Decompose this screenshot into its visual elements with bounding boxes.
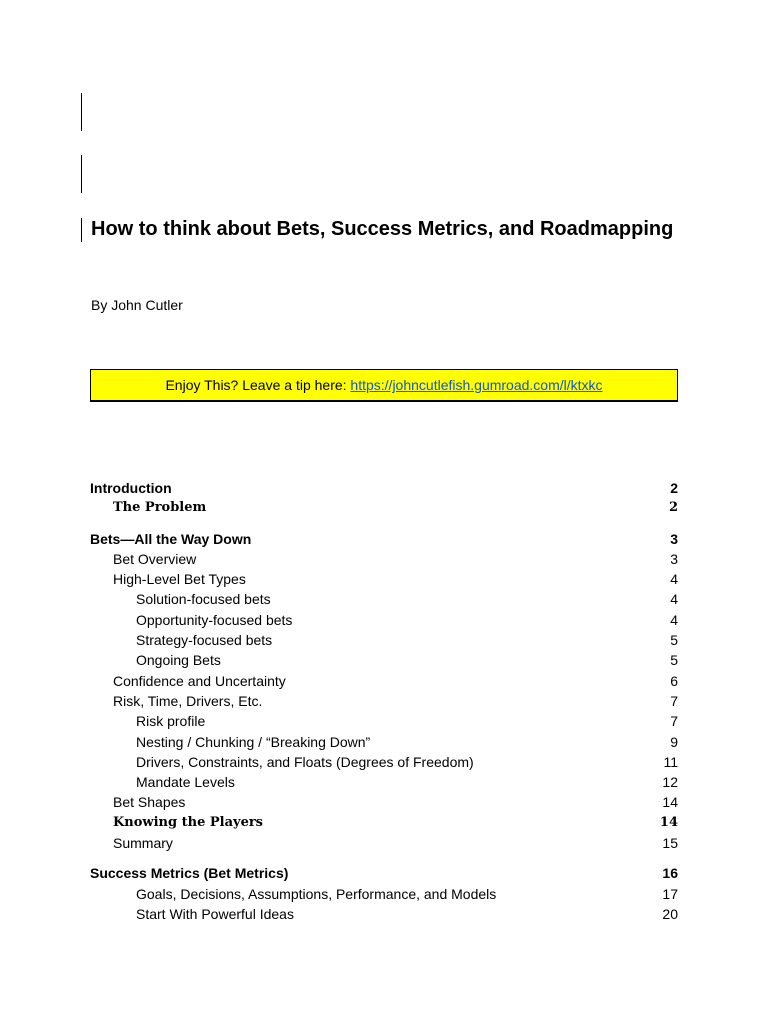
tip-banner [90, 369, 678, 402]
toc-entry-label: Nesting / Chunking / “Breaking Down” [136, 733, 371, 750]
toc-entry-page: 4 [670, 571, 678, 588]
toc-entry-confidence-and-uncertainty[interactable] [90, 671, 678, 691]
toc-entry-label: Strategy-focused bets [136, 632, 273, 649]
toc-entry-label: Success Metrics (Bet Metrics) [90, 865, 289, 882]
toc-entry-label: Risk profile [136, 713, 206, 730]
toc-entry-page: 2 [668, 500, 678, 516]
toc-entry-label: Knowing the Players [113, 814, 264, 830]
text-cursor-mark [81, 155, 82, 193]
toc-entry-goals-decisions-assumptions[interactable] [90, 884, 678, 904]
toc-entry-page: 14 [662, 794, 678, 811]
toc-entry-label: Bet Shapes [113, 794, 186, 811]
toc-entry-label: Bets—All the Way Down [90, 530, 252, 547]
text-cursor-mark [81, 218, 82, 242]
toc-entry-page: 5 [670, 632, 678, 649]
toc-entry-label: Introduction [90, 480, 172, 496]
toc-entry-page: 9 [670, 733, 678, 750]
toc-entry-label: Goals, Decisions, Assumptions, Performance, and Models [136, 885, 497, 902]
toc-entry-mandate-levels[interactable] [90, 772, 678, 792]
toc-entry-label: Confidence and Uncertainty [113, 672, 286, 689]
toc-entry-bet-overview[interactable] [90, 549, 678, 569]
toc-entry-introduction[interactable] [90, 478, 678, 498]
toc-entry-risk-profile[interactable] [90, 711, 678, 731]
toc-entry-page: 11 [663, 753, 678, 770]
toc-entry-start-with-powerful-ideas[interactable] [90, 904, 678, 924]
toc-entry-label: Opportunity-focused bets [136, 611, 293, 628]
toc-entry-label: The Problem [113, 500, 207, 516]
toc-entry-risk-time-drivers[interactable] [90, 691, 678, 711]
toc-entry-ongoing-bets[interactable] [90, 650, 678, 670]
toc-entry-page: 17 [662, 885, 678, 902]
toc-entry-page: 7 [670, 713, 678, 730]
text-cursor-mark [81, 93, 82, 131]
toc-entry-page: 5 [670, 652, 678, 669]
toc-entry-page: 3 [670, 550, 678, 567]
toc-entry-label: Mandate Levels [136, 774, 235, 791]
toc-entry-bets-all-the-way-down[interactable] [90, 529, 678, 549]
toc-entry-bet-shapes[interactable] [90, 792, 678, 812]
toc-entry-high-level-bet-types[interactable] [90, 569, 678, 589]
toc-entry-page: 3 [670, 530, 678, 547]
toc-entry-page: 4 [670, 591, 678, 608]
toc-entry-page: 20 [662, 905, 678, 922]
toc-entry-label: Solution-focused bets [136, 591, 271, 608]
toc-entry-page: 16 [662, 865, 678, 882]
document-title: How to think about Bets, Success Metrics, and Roadmapping [91, 218, 674, 240]
toc-entry-success-metrics[interactable] [90, 863, 678, 883]
toc-entry-page: 4 [670, 611, 678, 628]
table-of-contents [90, 478, 678, 924]
toc-entry-label: High-Level Bet Types [113, 571, 246, 588]
toc-entry-label: Start With Powerful Ideas [136, 905, 294, 922]
toc-entry-page: 14 [659, 814, 678, 830]
toc-entry-label: Summary [113, 835, 173, 852]
toc-entry-summary[interactable] [90, 833, 678, 853]
document-author: By John Cutler [91, 297, 183, 313]
toc-entry-strategy-focused-bets[interactable] [90, 630, 678, 650]
toc-entry-knowing-the-players[interactable] [90, 813, 678, 833]
tip-banner-text: Enjoy This? Leave a tip here: [165, 377, 351, 393]
toc-entry-page: 6 [670, 672, 678, 689]
toc-entry-page: 12 [662, 774, 678, 791]
toc-entry-the-problem[interactable] [90, 498, 678, 518]
toc-entry-solution-focused-bets[interactable] [90, 589, 678, 609]
toc-entry-page: 15 [662, 835, 678, 852]
toc-entry-nesting-chunking[interactable] [90, 732, 678, 752]
toc-entry-drivers-constraints-floats[interactable] [90, 752, 678, 772]
toc-entry-page: 7 [670, 692, 678, 709]
toc-entry-page: 2 [670, 480, 678, 496]
toc-entry-label: Bet Overview [113, 550, 197, 567]
toc-entry-label: Drivers, Constraints, and Floats (Degrees of Freedom) [136, 753, 474, 770]
toc-entry-opportunity-focused-bets[interactable] [90, 610, 678, 630]
toc-entry-label: Risk, Time, Drivers, Etc. [113, 692, 263, 709]
toc-entry-label: Ongoing Bets [136, 652, 221, 669]
tip-link[interactable]: https://johncutlefish.gumroad.com/l/ktxkc [350, 377, 603, 393]
